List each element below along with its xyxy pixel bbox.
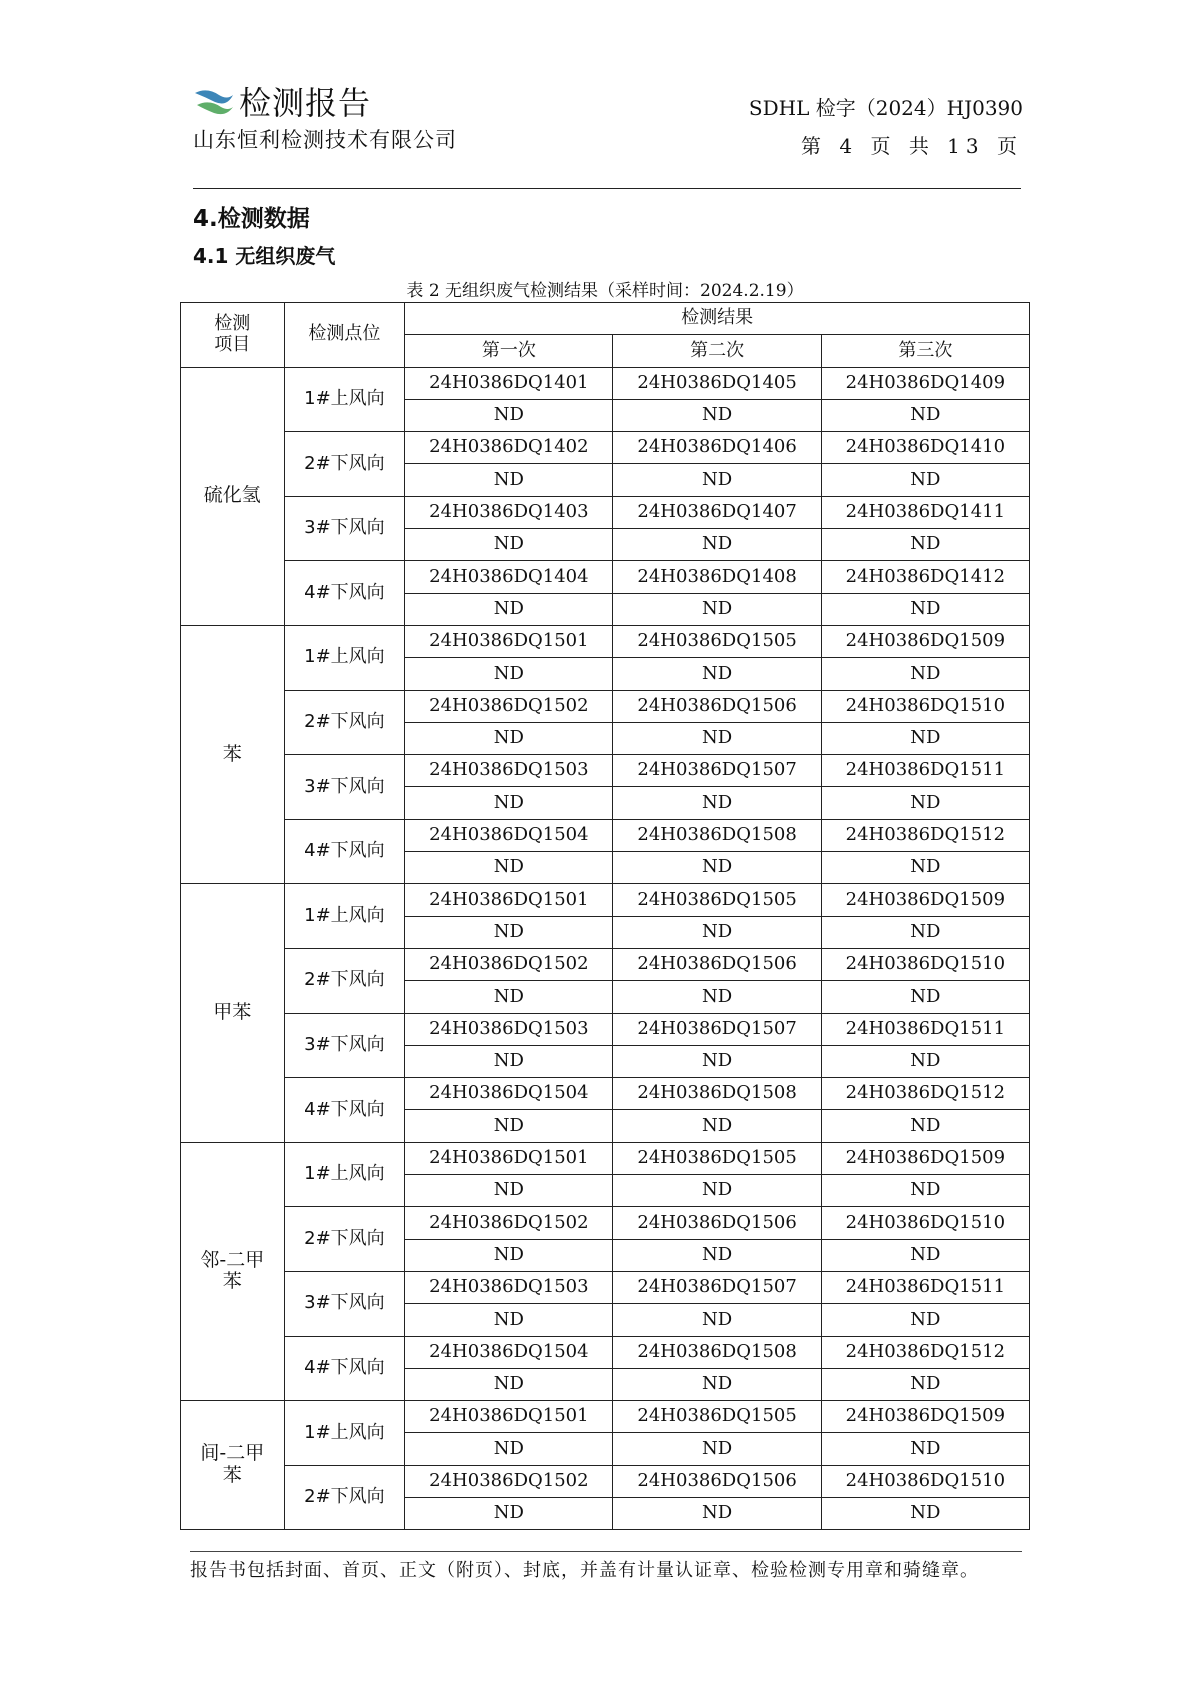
sample-code-cell: 24H0386DQ1504 [405,819,613,851]
sample-code-cell: 24H0386DQ1506 [613,1207,821,1239]
footer-divider [190,1551,1022,1552]
section-title: 4.检测数据 [193,206,310,232]
sample-code-cell: 24H0386DQ1507 [613,1271,821,1303]
item-cell: 苯 [181,625,285,883]
result-value-cell: ND [821,981,1029,1013]
sample-code-cell: 24H0386DQ1502 [405,1207,613,1239]
subsection-title: 4.1 无组织废气 [193,244,336,268]
sample-code-cell: 24H0386DQ1505 [613,625,821,657]
result-value-cell: ND [613,1045,821,1077]
result-value-cell: ND [821,916,1029,948]
table-row [181,884,1030,916]
position-cell: 3#下风向 [284,1271,405,1336]
sample-code-cell: 24H0386DQ1405 [613,367,821,399]
result-value-cell: ND [613,1368,821,1400]
header-item: 检测 项目 [181,303,285,368]
result-value-cell: ND [821,399,1029,431]
result-value-cell: ND [821,1175,1029,1207]
table-row [181,819,1030,851]
table-caption: 表 2 无组织废气检测结果（采样时间：2024.2.19） [406,281,804,301]
sample-code-cell: 24H0386DQ1511 [821,1271,1029,1303]
sample-code-cell: 24H0386DQ1503 [405,755,613,787]
sample-code-cell: 24H0386DQ1506 [613,1465,821,1497]
item-cell: 间-二甲 苯 [181,1401,285,1530]
table-row [181,690,1030,722]
result-value-cell: ND [821,529,1029,561]
result-value-cell: ND [821,1110,1029,1142]
table-row [181,1207,1030,1239]
table-row [181,367,1030,399]
sample-code-cell: 24H0386DQ1501 [405,1142,613,1174]
table-row [181,1401,1030,1433]
result-value-cell: ND [613,1433,821,1465]
table-row [181,625,1030,657]
sample-code-cell: 24H0386DQ1503 [405,1271,613,1303]
sample-code-cell: 24H0386DQ1507 [613,1013,821,1045]
position-cell: 2#下风向 [284,948,405,1013]
sample-code-cell: 24H0386DQ1501 [405,1401,613,1433]
result-value-cell: ND [405,593,613,625]
table-row [181,755,1030,787]
sample-code-cell: 24H0386DQ1508 [613,1078,821,1110]
sample-code-cell: 24H0386DQ1505 [613,1401,821,1433]
sample-code-cell: 24H0386DQ1501 [405,884,613,916]
result-value-cell: ND [405,1368,613,1400]
position-cell: 3#下风向 [284,755,405,820]
sample-code-cell: 24H0386DQ1511 [821,755,1029,787]
result-value-cell: ND [613,399,821,431]
sample-code-cell: 24H0386DQ1508 [613,1336,821,1368]
result-value-cell: ND [821,1304,1029,1336]
position-cell: 1#上风向 [284,625,405,690]
sample-code-cell: 24H0386DQ1407 [613,496,821,528]
company-logo-icon [193,85,235,117]
sample-code-cell: 24H0386DQ1509 [821,884,1029,916]
sample-code-cell: 24H0386DQ1410 [821,432,1029,464]
table-row [181,1013,1030,1045]
sample-code-cell: 24H0386DQ1502 [405,1465,613,1497]
sample-code-cell: 24H0386DQ1411 [821,496,1029,528]
sample-code-cell: 24H0386DQ1510 [821,690,1029,722]
result-value-cell: ND [613,1497,821,1529]
result-value-cell: ND [821,1368,1029,1400]
position-cell: 2#下风向 [284,1465,405,1530]
table-row [181,1078,1030,1110]
result-value-cell: ND [821,852,1029,884]
result-value-cell: ND [821,1045,1029,1077]
sample-code-cell: 24H0386DQ1510 [821,1465,1029,1497]
result-value-cell: ND [405,722,613,754]
result-value-cell: ND [613,529,821,561]
results-table [180,302,1030,1530]
result-value-cell: ND [405,1433,613,1465]
sample-code-cell: 24H0386DQ1507 [613,755,821,787]
result-value-cell: ND [613,1110,821,1142]
sample-code-cell: 24H0386DQ1512 [821,1078,1029,1110]
table-row [181,1142,1030,1174]
page-number: 第 4 页 共 13 页 [801,134,1023,158]
position-cell: 4#下风向 [284,561,405,626]
result-value-cell: ND [613,981,821,1013]
header-result: 检测结果 [405,303,1030,335]
result-value-cell: ND [613,722,821,754]
position-cell: 3#下风向 [284,496,405,561]
result-value-cell: ND [405,1239,613,1271]
result-value-cell: ND [405,1175,613,1207]
table-row [181,1271,1030,1303]
footer-note: 报告书包括封面、首页、正文（附页）、封底，并盖有计量认证章、检验检测专用章和骑缝章。 [190,1560,979,1581]
result-value-cell: ND [613,464,821,496]
company-name: 山东恒利检测技术有限公司 [193,128,457,152]
report-title: 检测报告 [239,84,372,122]
sample-code-cell: 24H0386DQ1501 [405,625,613,657]
table-body [181,367,1030,1530]
sample-code-cell: 24H0386DQ1402 [405,432,613,464]
result-value-cell: ND [613,1175,821,1207]
result-value-cell: ND [405,399,613,431]
result-value-cell: ND [821,1497,1029,1529]
result-value-cell: ND [405,1045,613,1077]
sample-code-cell: 24H0386DQ1401 [405,367,613,399]
sample-code-cell: 24H0386DQ1408 [613,561,821,593]
position-cell: 3#下风向 [284,1013,405,1078]
sample-code-cell: 24H0386DQ1502 [405,690,613,722]
result-value-cell: ND [613,787,821,819]
position-cell: 1#上风向 [284,1401,405,1466]
sample-code-cell: 24H0386DQ1505 [613,1142,821,1174]
position-cell: 1#上风向 [284,367,405,432]
table-row [181,496,1030,528]
report-header [193,78,1023,188]
result-value-cell: ND [821,722,1029,754]
sample-code-cell: 24H0386DQ1404 [405,561,613,593]
table-row [181,1465,1030,1497]
table-row [181,1336,1030,1368]
sample-code-cell: 24H0386DQ1510 [821,1207,1029,1239]
result-value-cell: ND [613,1304,821,1336]
result-value-cell: ND [613,593,821,625]
result-value-cell: ND [405,658,613,690]
position-cell: 4#下风向 [284,1078,405,1143]
result-value-cell: ND [613,916,821,948]
sample-code-cell: 24H0386DQ1412 [821,561,1029,593]
sample-code-cell: 24H0386DQ1403 [405,496,613,528]
header-first: 第一次 [405,335,613,367]
item-cell: 甲苯 [181,884,285,1142]
item-cell: 硫化氢 [181,367,285,625]
sample-code-cell: 24H0386DQ1510 [821,948,1029,980]
table-row [181,948,1030,980]
document-number: SDHL 检字（2024）HJ0390 [748,96,1023,120]
result-value-cell: ND [821,787,1029,819]
result-value-cell: ND [405,916,613,948]
sample-code-cell: 24H0386DQ1503 [405,1013,613,1045]
sample-code-cell: 24H0386DQ1509 [821,1401,1029,1433]
sample-code-cell: 24H0386DQ1406 [613,432,821,464]
sample-code-cell: 24H0386DQ1508 [613,819,821,851]
position-cell: 2#下风向 [284,1207,405,1272]
result-value-cell: ND [405,464,613,496]
header-second: 第二次 [613,335,821,367]
result-value-cell: ND [405,852,613,884]
header-third: 第三次 [821,335,1029,367]
result-value-cell: ND [613,658,821,690]
result-value-cell: ND [405,1110,613,1142]
sample-code-cell: 24H0386DQ1511 [821,1013,1029,1045]
result-value-cell: ND [613,852,821,884]
sample-code-cell: 24H0386DQ1506 [613,690,821,722]
sample-code-cell: 24H0386DQ1512 [821,819,1029,851]
sample-code-cell: 24H0386DQ1504 [405,1078,613,1110]
sample-code-cell: 24H0386DQ1409 [821,367,1029,399]
result-value-cell: ND [405,1497,613,1529]
position-cell: 4#下风向 [284,1336,405,1401]
table-row [181,561,1030,593]
logo-title-row [193,78,371,124]
position-cell: 2#下风向 [284,432,405,497]
sample-code-cell: 24H0386DQ1512 [821,1336,1029,1368]
result-value-cell: ND [821,658,1029,690]
header-position: 检测点位 [284,303,405,368]
table-row [181,432,1030,464]
position-cell: 4#下风向 [284,819,405,884]
result-value-cell: ND [821,1433,1029,1465]
sample-code-cell: 24H0386DQ1509 [821,625,1029,657]
sample-code-cell: 24H0386DQ1506 [613,948,821,980]
result-value-cell: ND [821,464,1029,496]
position-cell: 2#下风向 [284,690,405,755]
sample-code-cell: 24H0386DQ1504 [405,1336,613,1368]
result-value-cell: ND [405,1304,613,1336]
result-value-cell: ND [821,1239,1029,1271]
result-value-cell: ND [405,981,613,1013]
position-cell: 1#上风向 [284,1142,405,1207]
sample-code-cell: 24H0386DQ1502 [405,948,613,980]
result-value-cell: ND [405,529,613,561]
item-cell: 邻-二甲 苯 [181,1142,285,1400]
result-value-cell: ND [821,593,1029,625]
sample-code-cell: 24H0386DQ1505 [613,884,821,916]
sample-code-cell: 24H0386DQ1509 [821,1142,1029,1174]
result-value-cell: ND [405,787,613,819]
header-divider [193,188,1021,189]
result-value-cell: ND [613,1239,821,1271]
position-cell: 1#上风向 [284,884,405,949]
